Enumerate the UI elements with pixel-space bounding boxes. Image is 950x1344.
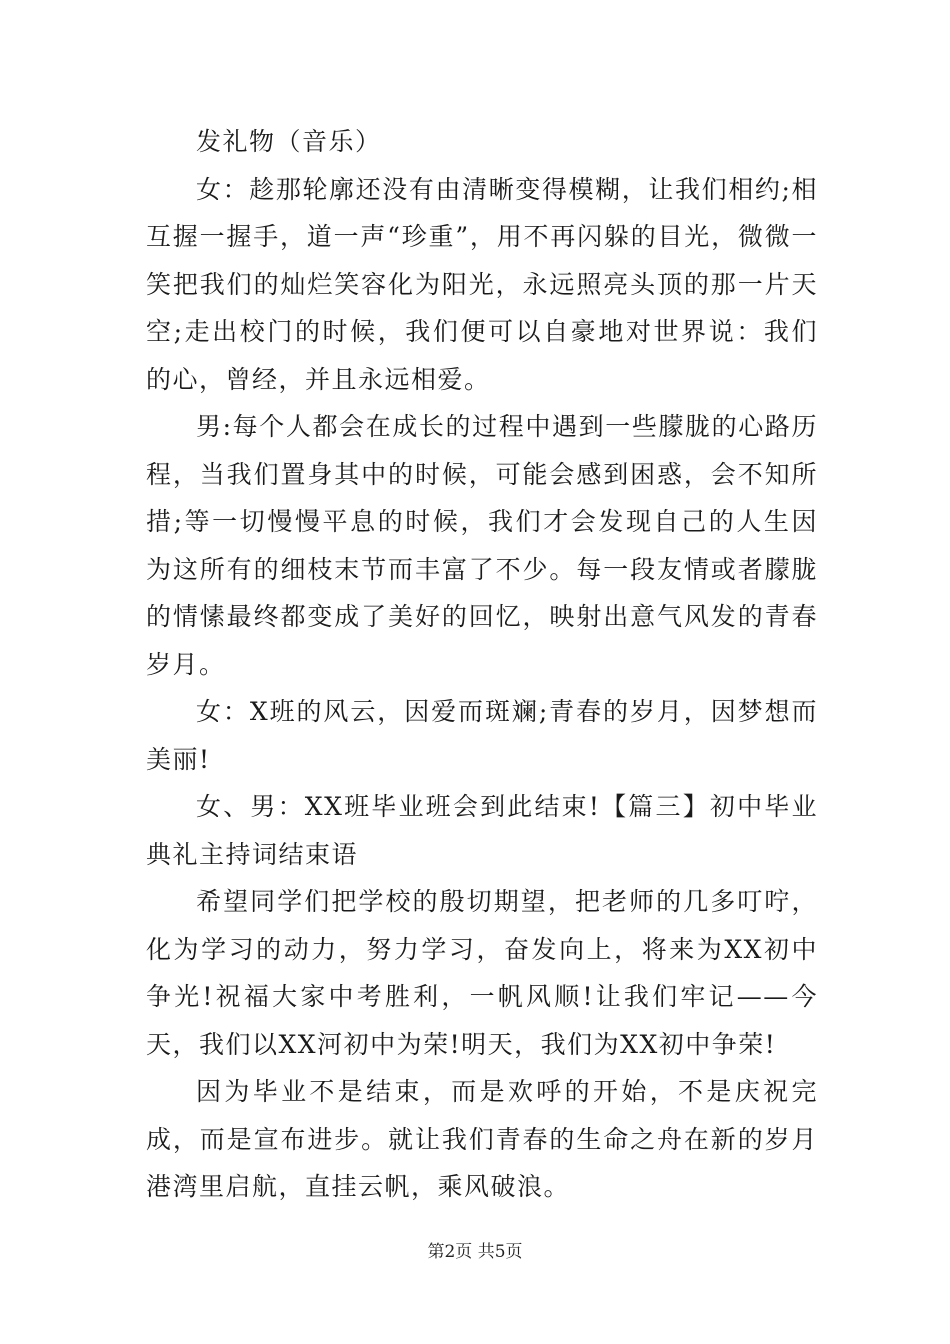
paragraph-closing-announcement: 女、男：XX班毕业班会到此结束!【篇三】初中毕业典礼主持词结束语: [146, 792, 818, 869]
page-number-footer: 第2页 共5页: [427, 1242, 523, 1262]
document-body: [146, 118, 818, 1211]
paragraph-male-growth: 男:每个人都会在成长的过程中遇到一些朦胧的心路历程，当我们置身其中的时候，可能会感到困惑，会不知所措;等一切慢慢平息的时候，我们才会发现自己的人生因为这所有的细枝末节而丰富了不少。每一段友情或者朦胧的情愫最终都变成了美好的回忆，映射出意气风发的青春岁月。: [146, 412, 818, 679]
paragraph-female-class: 女：X班的风云，因爱而斑斓;青春的岁月，因梦想而美丽!: [146, 697, 818, 774]
paragraph-gift-music: 发礼物（音乐）: [196, 127, 382, 156]
paragraph-hope: 希望同学们把学校的殷切期望，把老师的几多叮咛，化为学习的动力，努力学习，奋发向上，将来为XX初中争光!祝福大家中考胜利，一帆风顺!让我们牢记——今天，我们以XX河初中为荣!明天，我们为XX初中争荣!: [146, 887, 818, 1059]
paragraph-graduation-start: 因为毕业不是结束，而是欢呼的开始，不是庆祝完成，而是宣布进步。就让我们青春的生命之舟在新的岁月港湾里启航，直挂云帆，乘风破浪。: [146, 1077, 818, 1201]
paragraph-female-farewell: 女：趁那轮廓还没有由清晰变得模糊，让我们相约;相互握一握手，道一声“珍重”，用不再闪躲的目光，微微一笑把我们的灿烂笑容化为阳光，永远照亮头顶的那一片天空;走出校门的时候，我们便可以自豪地对世界说：我们的心，曾经，并且永远相爱。: [146, 174, 818, 394]
